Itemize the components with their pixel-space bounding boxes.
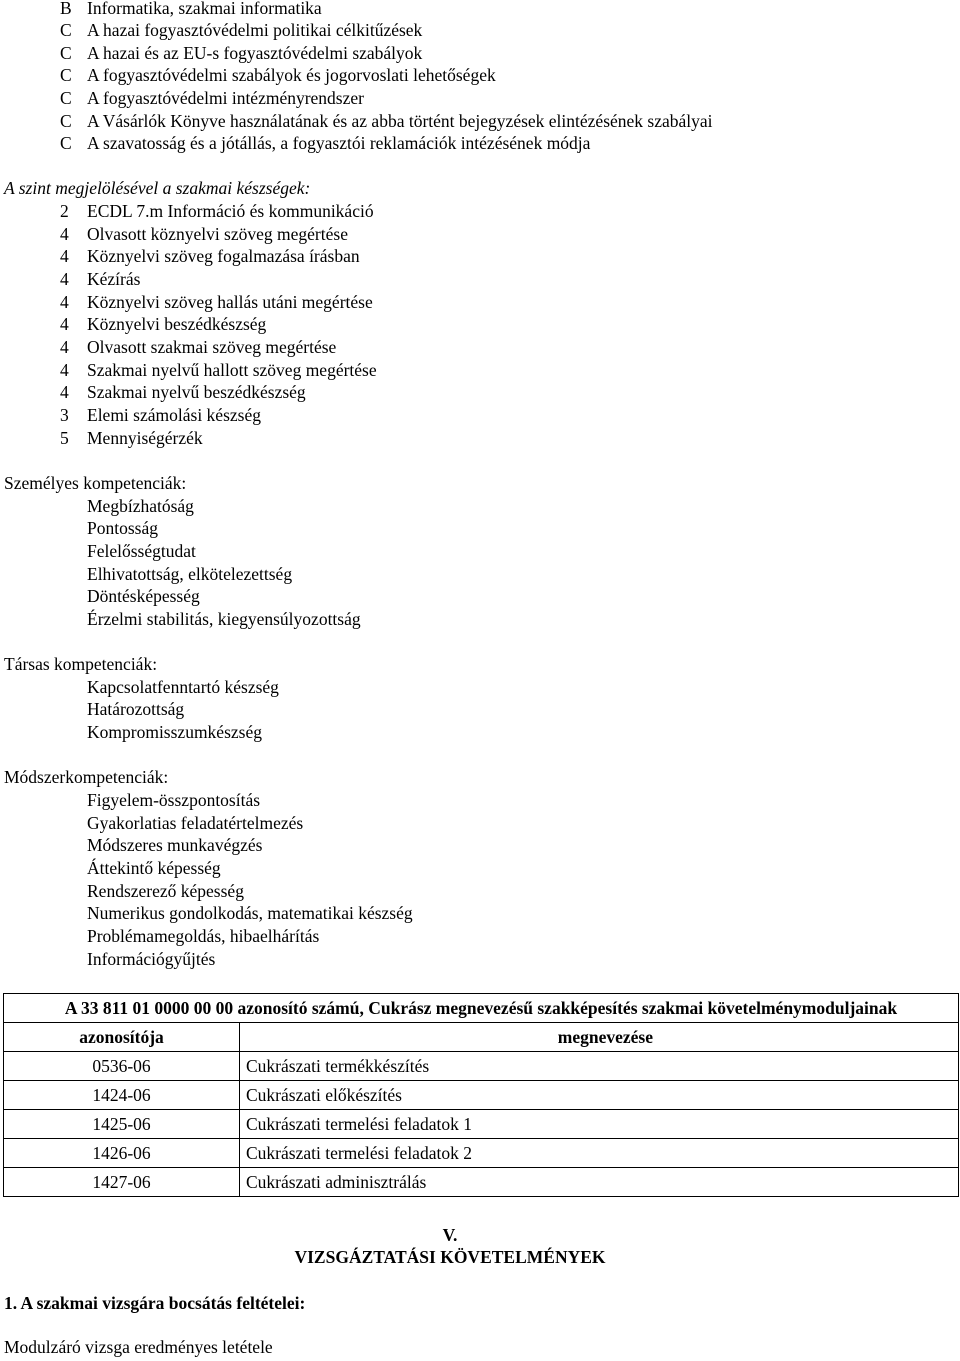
table-row [4,1081,959,1110]
table-title-row [4,994,959,1023]
list-item: Gyakorlatias feladatértelmezés [87,813,304,833]
list-item: Határozottság [87,699,185,719]
list-item: Rendszerező képesség [87,881,244,901]
module-id: 1426-06 [4,1139,240,1168]
list-item: Elhivatottság, elkötelezettség [87,564,293,584]
modules-table [3,993,959,1197]
module-name: Cukrászati előkészítés [240,1081,959,1110]
list-item: Kompromisszumkészség [87,722,262,742]
list-item: Figyelem-összpontosítás [87,790,261,810]
list-item: Felelősségtudat [87,541,196,561]
method-heading: Módszerkompetenciák: [4,767,169,787]
list-item: Áttekintő képesség [87,858,221,878]
subsection-heading: 1. A szakmai vizsgára bocsátás feltételei: [4,1293,306,1313]
social-heading: Társas kompetenciák: [4,654,158,674]
list-item: Problémamegoldás, hibaelhárítás [87,926,320,946]
module-name: Cukrászati adminisztrálás [240,1168,959,1197]
column-header-name: megnevezése [240,1023,959,1052]
list-item: Érzelmi stabilitás, kiegyensúlyozottság [87,609,361,629]
module-id: 1425-06 [4,1110,240,1139]
personal-heading: Személyes kompetenciák: [4,473,187,493]
table-row [4,1139,959,1168]
module-id: 1424-06 [4,1081,240,1110]
list-item: Módszeres munkavégzés [87,835,263,855]
table-row [4,1052,959,1081]
table-title: A 33 811 01 0000 00 00 azonosító számú, Cukrász megnevezésű szakképesítés szakmai követelménymoduljainak [4,994,959,1023]
list-item: Információgyűjtés [87,949,216,969]
table-row [4,1110,959,1139]
list-item: Numerikus gondolkodás, matematikai készség [87,903,413,923]
list-item: Kapcsolatfenntartó készség [87,677,279,697]
module-id: 0536-06 [4,1052,240,1081]
module-name: Cukrászati termelési feladatok 2 [240,1139,959,1168]
list-item: Pontosság [87,518,158,538]
table-header-row [4,1023,959,1052]
section-number: V. [442,1225,458,1245]
module-name: Cukrászati termelési feladatok 1 [240,1110,959,1139]
skills-heading: A szint megjelölésével a szakmai készségek: [4,178,311,198]
condition-text: Modulzáró vizsga eredményes letétele [4,1337,273,1357]
list-item: Megbízhatóság [87,496,194,516]
section-title: VIZSGÁZTATÁSI KÖVETELMÉNYEK [294,1247,606,1267]
column-header-id: azonosítója [4,1023,240,1052]
module-name: Cukrászati termékkészítés [240,1052,959,1081]
list-item: Döntésképesség [87,586,200,606]
table-row [4,1168,959,1197]
module-id: 1427-06 [4,1168,240,1197]
